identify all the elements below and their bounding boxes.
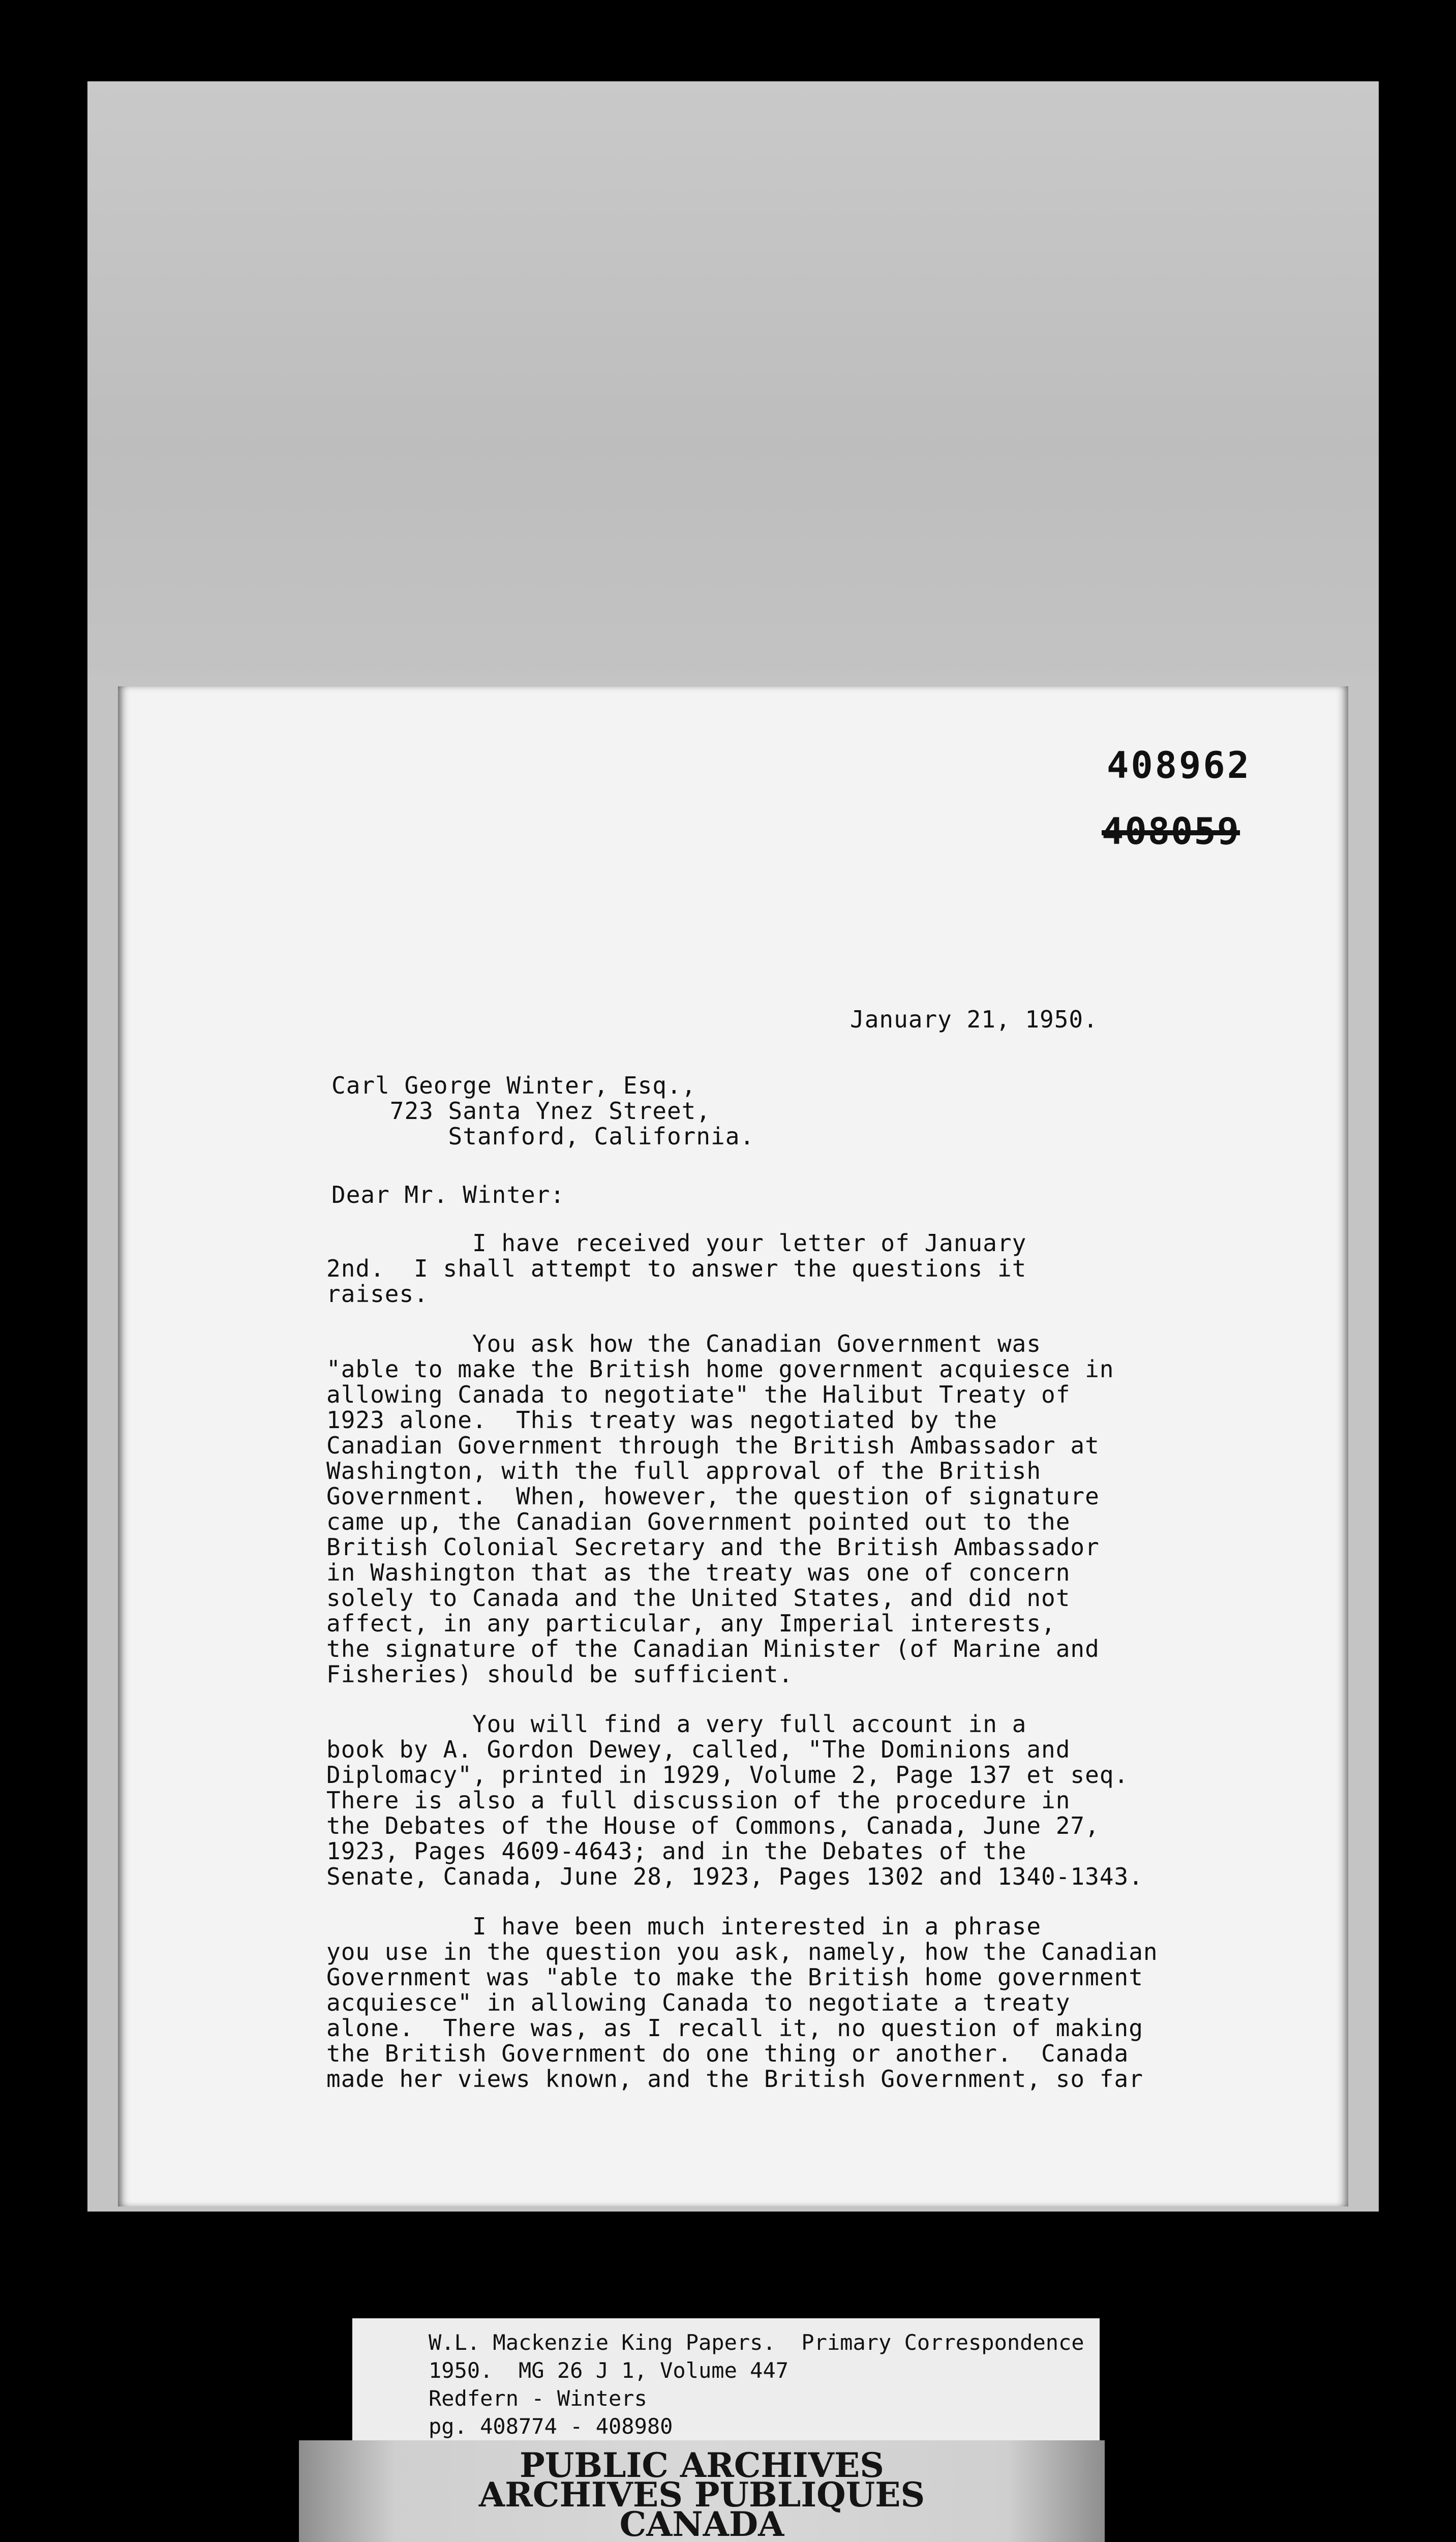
recipient-address xyxy=(331,1073,754,1149)
body-line: Fisheries) should be sufficient. xyxy=(326,1660,794,1688)
body-line: alone. There was, as I recall it, no question of making xyxy=(326,2014,1143,2042)
body-line: There is also a full discussion of the procedure in xyxy=(326,1787,1071,1814)
paragraph xyxy=(326,1331,1323,1687)
label-line: W.L. Mackenzie King Papers. Primary Correspondence xyxy=(429,2330,1084,2355)
body-line: book by A. Gordon Dewey, called, "The Dominions and xyxy=(326,1736,1071,1763)
label-line: Redfern - Winters xyxy=(429,2386,647,2411)
body-line: "able to make the British home government acquiesce in xyxy=(326,1355,1114,1383)
body-line: raises. xyxy=(326,1280,429,1308)
typed-letter xyxy=(118,686,1348,2206)
body-line: solely to Canada and the United States, and did not xyxy=(326,1584,1071,1612)
archive-label-card xyxy=(352,2318,1100,2456)
body-line: the signature of the Canadian Minister (of Marine and xyxy=(326,1635,1100,1662)
letter-body xyxy=(326,1230,1323,2116)
body-line: 1923 alone. This treaty was negotiated by the xyxy=(326,1406,997,1434)
body-line: I have been much interested in a phrase xyxy=(326,1913,1042,1940)
body-line: You ask how the Canadian Government was xyxy=(326,1330,1042,1357)
body-line: acquiesce" in allowing Canada to negotiate a treaty xyxy=(326,1989,1071,2016)
stamp-line: ARCHIVES PUBLIQUES xyxy=(478,2475,925,2515)
body-line: in Washington that as the treaty was one of concern xyxy=(326,1559,1071,1586)
body-line: allowing Canada to negotiate" the Halibut Treaty of xyxy=(326,1381,1071,1408)
paragraph xyxy=(326,1711,1323,1889)
body-line: made her views known, and the British Government, so far xyxy=(326,2065,1143,2093)
body-line: the Debates of the House of Commons, Canada, June 27, xyxy=(326,1812,1100,1839)
body-line: the British Government do one thing or another. Canada xyxy=(326,2040,1129,2067)
stamp-line: PUBLIC ARCHIVES xyxy=(520,2445,884,2485)
body-line: You will find a very full account in a xyxy=(326,1710,1027,1738)
body-line: 1923, Pages 4609-4643; and in the Debates of the xyxy=(326,1837,1027,1865)
label-line: 1950. MG 26 J 1, Volume 447 xyxy=(429,2358,789,2383)
body-line: came up, the Canadian Government pointed out to the xyxy=(326,1508,1071,1535)
recipient-line: Stanford, California. xyxy=(331,1123,755,1150)
body-line: Senate, Canada, June 28, 1923, Pages 1302 and 1340-1343. xyxy=(326,1863,1143,1890)
body-line: I have received your letter of January xyxy=(326,1229,1027,1257)
body-line: you use in the question you ask, namely, how the Canadian xyxy=(326,1938,1158,1965)
public-archives-stamp xyxy=(299,2440,1105,2542)
paragraph xyxy=(326,1914,1323,2092)
recipient-line: 723 Santa Ynez Street, xyxy=(331,1097,711,1125)
body-line: Washington, with the full approval of the British xyxy=(326,1457,1042,1485)
struck-page-number: 408059 xyxy=(1102,810,1240,853)
body-line: Government was "able to make the British home government xyxy=(326,1963,1143,1991)
body-line: British Colonial Secretary and the British Ambassador xyxy=(326,1533,1100,1561)
body-line: Government. When, however, the question of signature xyxy=(326,1482,1100,1510)
recipient-line: Carl George Winter, Esq., xyxy=(331,1072,696,1099)
paragraph xyxy=(326,1230,1323,1307)
body-line: 2nd. I shall attempt to answer the questions it xyxy=(326,1255,1027,1282)
body-line: Diplomacy", printed in 1929, Volume 2, Page 137 et seq. xyxy=(326,1761,1129,1789)
letter-date: January 21, 1950. xyxy=(850,1006,1098,1033)
page-number-stamp: 408962 xyxy=(1107,744,1252,786)
label-line: pg. 408774 - 408980 xyxy=(429,2414,673,2439)
salutation: Dear Mr. Winter: xyxy=(331,1181,565,1208)
body-line: affect, in any particular, any Imperial interests, xyxy=(326,1610,1056,1637)
stamp-line: CANADA xyxy=(619,2504,784,2542)
body-line: Canadian Government through the British Ambassador at xyxy=(326,1432,1100,1459)
